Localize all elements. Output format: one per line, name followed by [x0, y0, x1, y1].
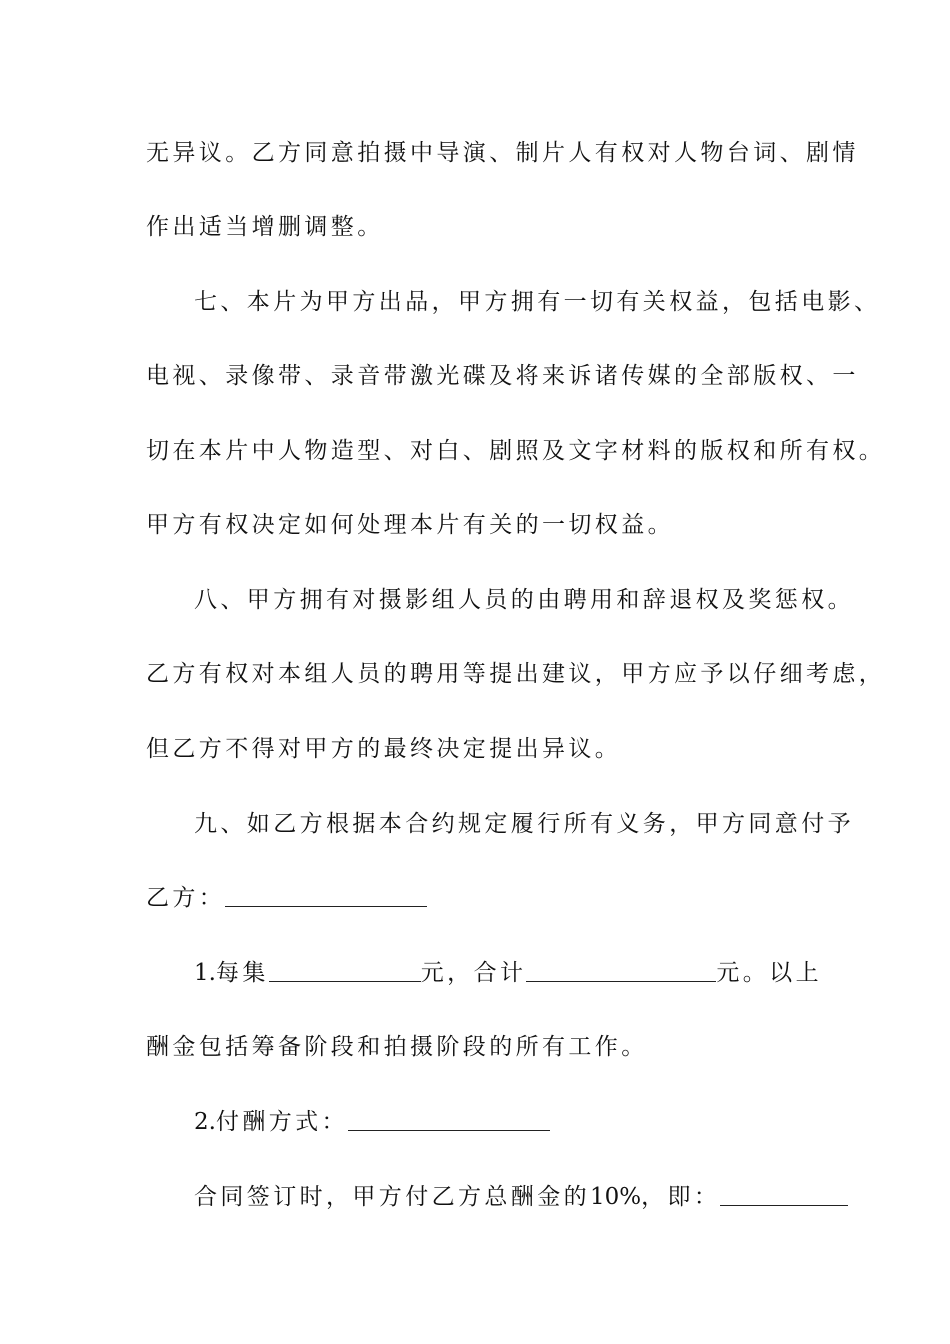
item-two-number: 2. [194, 1109, 216, 1135]
party-b-blank-field[interactable] [225, 884, 427, 907]
paragraph-line: 无异议。乙方同意拍摄中导演、制片人有权对人物台词、剧情 [146, 140, 859, 166]
paragraph-line: 切在本片中人物造型、对白、剧照及文字材料的版权和所有权。 [146, 438, 886, 464]
item-one-text-a: 每集 [215, 960, 269, 986]
paragraph-line: 酬金包括筹备阶段和拍摄阶段的所有工作。 [146, 1034, 648, 1060]
item-one-text-b: 元，合计 [420, 960, 527, 986]
clause-nine-heading: 九、如乙方根据本合约规定履行所有义务，甲方同意付予 [194, 811, 854, 837]
party-b-label: 乙方： [146, 885, 226, 911]
item-one-line [194, 957, 822, 989]
paragraph-line: 电视、录像带、录音带激光碟及将来诉诸传媒的全部版权、一 [146, 363, 859, 389]
per-episode-blank-field[interactable] [269, 959, 421, 982]
signing-percent: 10% [590, 1184, 642, 1210]
paragraph-line: 甲方有权决定如何处理本片有关的一切权益。 [146, 512, 674, 538]
item-two-text: 付酬方式： [215, 1109, 348, 1135]
signing-text-a: 合同签订时，甲方付乙方总酬金的 [194, 1184, 590, 1210]
payment-method-blank-field[interactable] [348, 1108, 550, 1131]
item-two-line [194, 1106, 550, 1138]
signing-payment-line [194, 1181, 848, 1213]
signing-text-b: ，即： [641, 1184, 721, 1210]
signing-amount-blank-field[interactable] [720, 1183, 848, 1206]
clause-seven-heading: 七、本片为甲方出品，甲方拥有一切有关权益，包括电影、 [194, 289, 881, 315]
item-one-number: 1. [194, 960, 216, 986]
paragraph-line: 乙方有权对本组人员的聘用等提出建议，甲方应予以仔细考虑， [146, 661, 886, 687]
paragraph-line: 但乙方不得对甲方的最终决定提出异议。 [146, 736, 622, 762]
clause-eight-heading: 八、甲方拥有对摄影组人员的由聘用和辞退权及奖惩权。 [194, 587, 854, 613]
item-one-text-c: 元。以上 [716, 960, 822, 986]
total-blank-field[interactable] [526, 959, 716, 982]
paragraph-line: 作出适当增删调整。 [146, 214, 384, 240]
party-b-line [146, 882, 427, 914]
